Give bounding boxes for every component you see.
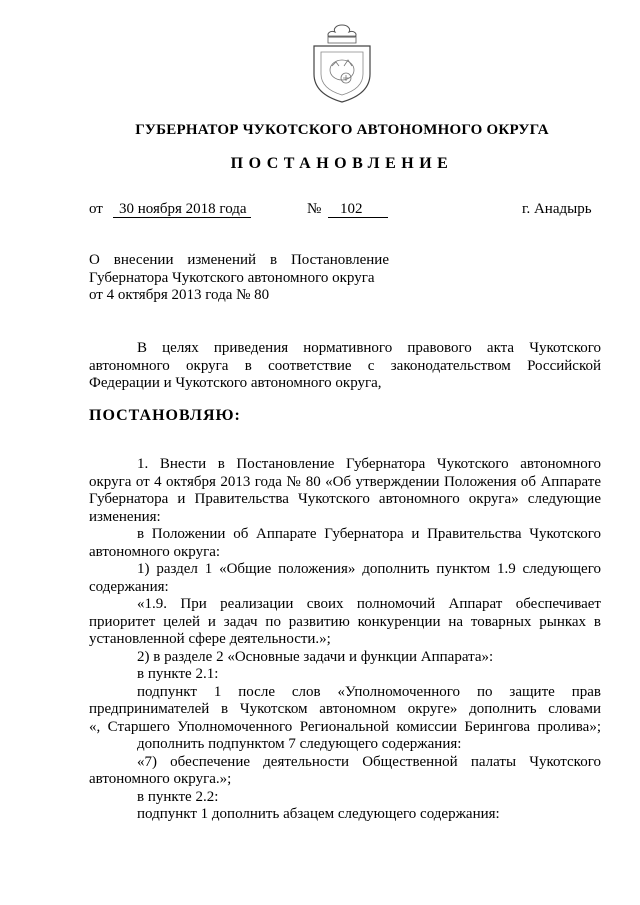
governor-heading: ГУБЕРНАТОР ЧУКОТСКОГО АВТОНОМНОГО ОКРУГА xyxy=(135,122,549,138)
body-line: «1.9. При реализации своих полномочий Аппарат обеспечивает xyxy=(137,596,601,612)
body-line: Губернатора и Правительства Чукотского автономного округа» следующие xyxy=(89,491,601,507)
body-line: дополнить подпунктом 7 следующего содержания: xyxy=(137,736,462,752)
body-line: «, Старшего Уполномоченного Региональной комиссии Берингова пролива»; xyxy=(89,718,601,735)
preamble-block xyxy=(89,340,601,393)
body-line: автономного округа: xyxy=(89,543,221,560)
body-line: в Положении об Аппарате Губернатора и Правительства Чукотского xyxy=(137,526,601,542)
document-type-heading: ПОСТАНОВЛЕНИЕ xyxy=(230,155,454,172)
document-number-value: 102 xyxy=(328,202,388,218)
body-line: содержания: xyxy=(89,578,169,595)
body-line: 1. Внести в Постановление Губернатора Чукотского автономного xyxy=(137,456,601,472)
document-city: г. Анадырь xyxy=(522,201,592,217)
preamble-line: Федерации и Чукотского автономного округа, xyxy=(89,375,382,391)
subject-line: от 4 октября 2013 года № 80 xyxy=(89,287,270,303)
subject-line: Губернатора Чукотского автономного округа xyxy=(89,269,375,286)
body-line: автономного округа.»; xyxy=(89,771,232,787)
document-date xyxy=(113,201,251,218)
body-text xyxy=(89,456,601,824)
body-line: в пункте 2.1: xyxy=(137,666,219,682)
coat-of-arms-emblem xyxy=(306,22,378,104)
body-line: подпункт 1 после слов «Уполномоченного по защите прав xyxy=(137,683,601,700)
body-line: предпринимателей в Чукотском автономном округе» дополнить словами xyxy=(89,701,601,717)
resolve-heading: ПОСТАНОВЛЯЮ: xyxy=(89,407,241,424)
body-line: «7) обеспечение деятельности Общественной палаты Чукотского xyxy=(137,753,601,770)
date-label: от xyxy=(89,201,103,217)
preamble-line: В целях приведения нормативного правового акта Чукотского xyxy=(137,340,601,356)
document-number xyxy=(328,201,388,218)
body-line: подпункт 1 дополнить абзацем следующего содержания: xyxy=(137,806,500,822)
body-line: 2) в разделе 2 «Основные задачи и функции Аппарата»: xyxy=(137,648,494,665)
preamble-line: автономного округа в соответствие с законодательством Российской xyxy=(89,357,601,374)
body-line: приоритет целей и задач по развитию конкуренции на товарных рынках в xyxy=(89,613,601,630)
body-line: 1) раздел 1 «Общие положения» дополнить пунктом 1.9 следующего xyxy=(137,561,601,577)
subject-block xyxy=(89,252,389,305)
document-date-value: 30 ноября 2018 года xyxy=(113,202,251,218)
body-line: округа от 4 октября 2013 года № 80 «Об утверждении Положения об Аппарате xyxy=(89,473,601,490)
number-label: № xyxy=(307,201,322,217)
body-line: установленной сфере деятельности.»; xyxy=(89,631,331,647)
body-line: в пункте 2.2: xyxy=(137,788,219,805)
body-line: изменения: xyxy=(89,508,161,525)
subject-line: О внесении изменений в Постановление xyxy=(89,252,389,268)
